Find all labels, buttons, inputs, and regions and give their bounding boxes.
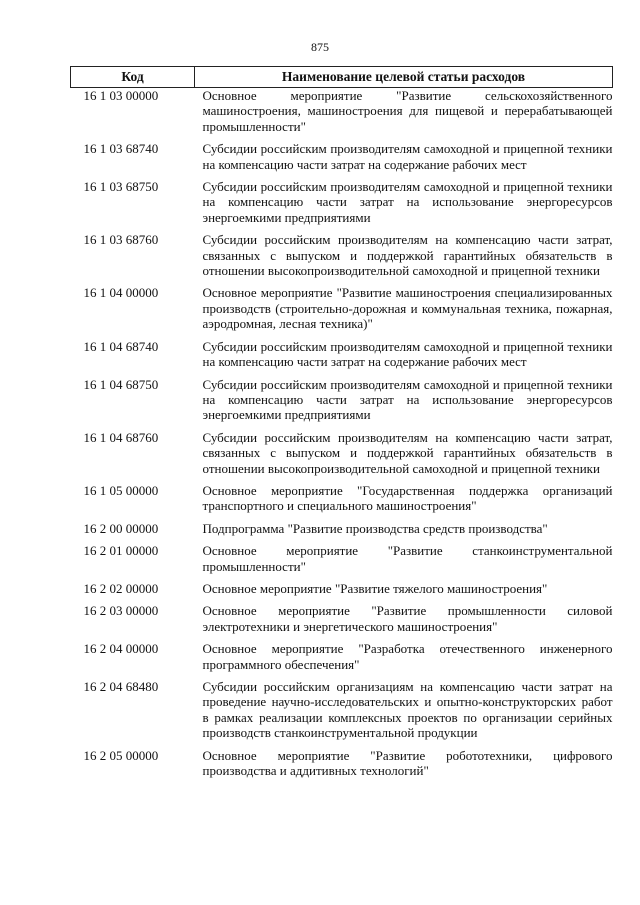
row-code: 16 1 04 00000 bbox=[83, 285, 159, 301]
row-name: Основное мероприятие "Развитие промышленности силовой электротехники и энергетического машиностроения" bbox=[202, 603, 613, 634]
row-code: 16 1 04 68750 bbox=[83, 376, 159, 392]
name-column-header: Наименование целевой статьи расходов bbox=[195, 67, 613, 88]
row-name: Субсидии российским производителям самоходной и прицепной техники на компенсацию части затрат на содержание рабочих мест bbox=[202, 338, 613, 370]
row-name: Субсидии российским производителям на компенсацию части затрат, связанных с выпуском и поддержкой гарантийных обязательств в отношении высокопроизводительной самоходной и прицепной техники bbox=[202, 232, 613, 279]
row-code: 16 1 03 00000 bbox=[83, 88, 159, 103]
row-code: 16 2 00 00000 bbox=[83, 520, 159, 536]
row-name: Субсидии российским производителям самоходной и прицепной техники на компенсацию части затрат на использование энергоресурсов энергоемкими предприятиями bbox=[202, 376, 613, 423]
row-code: 16 2 02 00000 bbox=[83, 580, 159, 596]
table-row bbox=[71, 285, 613, 338]
table-row bbox=[71, 232, 613, 285]
table-header-row bbox=[71, 67, 613, 88]
row-name: Подпрограмма "Развитие производства средств производства" bbox=[202, 520, 548, 536]
row-name: Основное мероприятие "Развитие сельскохозяйственного машиностроения, машиностроения для пищевой и перерабатывающей промышленности" bbox=[202, 88, 613, 134]
row-code: 16 1 05 00000 bbox=[83, 482, 159, 498]
table-row bbox=[71, 679, 613, 748]
table-row bbox=[71, 339, 613, 377]
table-row bbox=[71, 521, 613, 543]
row-code: 16 2 03 00000 bbox=[83, 603, 159, 619]
table-row bbox=[71, 641, 613, 679]
table-row bbox=[71, 377, 613, 430]
row-name: Субсидии российским производителям самоходной и прицепной техники на компенсацию части затрат на использование энергоресурсов энергоемкими предприятиями bbox=[202, 179, 613, 225]
table-row bbox=[71, 581, 613, 603]
row-name: Основное мероприятие "Государственная поддержка организаций транспортного и специального машиностроения" bbox=[202, 482, 613, 514]
row-code: 16 1 04 68740 bbox=[83, 338, 159, 354]
row-name: Основное мероприятие "Развитие станкоинструментальной промышленности" bbox=[202, 543, 613, 574]
table-row bbox=[71, 603, 613, 641]
row-code: 16 2 05 00000 bbox=[83, 747, 159, 763]
row-code: 16 1 04 68760 bbox=[83, 429, 159, 445]
row-code: 16 1 03 68740 bbox=[83, 141, 159, 157]
table-row bbox=[71, 88, 613, 142]
row-name: Субсидии российским организациям на компенсацию части затрат на проведение научно-исследовательских и опытно-конструкторских работ в рамках реализации комплексных проектов по организации серийных производств станкоинструментальной продукции bbox=[202, 679, 613, 741]
row-name: Основное мероприятие "Развитие машиностроения специализированных производств (строительно-дорожная и коммунальная техника, пожарная, аэродромная, лесная техника)" bbox=[202, 285, 613, 332]
row-code: 16 2 01 00000 bbox=[83, 543, 159, 559]
row-code: 16 2 04 68480 bbox=[83, 679, 159, 694]
table-row bbox=[71, 179, 613, 232]
table-row bbox=[71, 430, 613, 483]
page-number: 875 bbox=[311, 40, 329, 54]
code-column-header: Код bbox=[71, 67, 195, 88]
table-row bbox=[71, 141, 613, 179]
row-code: 16 2 04 00000 bbox=[83, 641, 159, 657]
row-name: Основное мероприятие "Развитие тяжелого машиностроения" bbox=[202, 580, 548, 596]
row-name: Субсидии российским производителям самоходной и прицепной техники на компенсацию части затрат на содержание рабочих мест bbox=[202, 141, 613, 172]
row-name: Основное мероприятие "Разработка отечественного инженерного программного обеспечения" bbox=[202, 641, 613, 672]
table-row bbox=[71, 483, 613, 521]
row-code: 16 1 03 68750 bbox=[83, 179, 159, 195]
row-name: Субсидии российским производителям на компенсацию части затрат, связанных с выпуском и поддержкой гарантийных обязательств в отношении высокопроизводительной самоходной и прицепной техники bbox=[202, 429, 613, 476]
row-name: Основное мероприятие "Развитие робототехники, цифрового производства и аддитивных технологий" bbox=[202, 747, 613, 779]
budget-code-table bbox=[70, 66, 613, 785]
table-row bbox=[71, 748, 613, 786]
table-row bbox=[71, 543, 613, 581]
row-code: 16 1 03 68760 bbox=[83, 232, 159, 248]
